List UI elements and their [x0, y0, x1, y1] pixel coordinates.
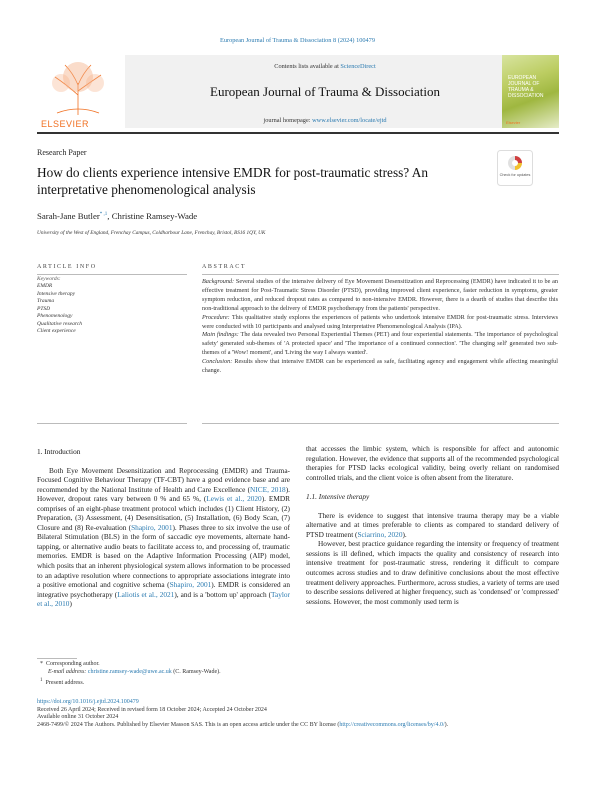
- section-heading-introduction: 1. Introduction: [37, 447, 81, 456]
- copyright-text: 2468-7499/© 2024 The Authors. Published by Elsevier Masson SAS. This is an open access article under the CC BY license (: [37, 722, 340, 729]
- affiliation: University of the West of England, Frenchay Campus, Coldharbour Lane, Frenchay, Bristol, BS16 1QY, UK: [37, 230, 266, 236]
- journal-masthead: [125, 55, 525, 128]
- received-dates: Received 26 April 2024; Received in revised form 18 October 2024; Accepted 24 October 2024: [37, 706, 267, 713]
- paragraph-text: ), and is a 'bottom up' approach (: [174, 589, 272, 599]
- copyright-notice: [37, 722, 559, 730]
- citation-link[interactable]: Shapiro, 2001: [131, 522, 173, 532]
- divider: [202, 423, 559, 424]
- keyword: Qualitative research: [37, 320, 82, 327]
- citation-link[interactable]: Shapiro, 2001: [169, 580, 212, 590]
- doi-link[interactable]: https://doi.org/10.1016/j.ejtd.2024.100479: [37, 699, 139, 705]
- abstract-background: [202, 278, 558, 314]
- abstract-text: Results show that intensive EMDR can be experienced as safe, facilitating agency and engagement while affecting meaningful change.: [202, 358, 558, 375]
- publication-info: [37, 699, 559, 730]
- abstract-label: Procedure:: [202, 313, 230, 321]
- author-list: [37, 211, 197, 221]
- author-separator: ,: [107, 211, 112, 221]
- abstract-body: [202, 278, 558, 376]
- citation-link[interactable]: NICE, 2018: [250, 484, 286, 494]
- paragraph-text: There is evidence to suggest that intensive trauma therapy may be a viable alternative and at times preferable to clients as compared to standard delivery of PTSD treatment (: [306, 510, 559, 539]
- citation-link[interactable]: Sciarrino, 2020: [357, 529, 403, 539]
- keyword: PTSD: [37, 305, 51, 312]
- article-type: Research Paper: [37, 148, 87, 157]
- elsevier-tree-icon: [37, 55, 119, 117]
- author-name[interactable]: Christine Ramsey-Wade: [111, 211, 198, 221]
- divider: [202, 274, 559, 275]
- paragraph-text: ). EMDR comprises of an eight-phase treatment protocol which includes (1) Client History, (2) Preparation, (3) Assessment, (4) Desensitisation, (5) Installation, (6) Body Scan, (7) Closure and (8) Re-evaluation (: [37, 494, 290, 532]
- article-title: How do clients experience intensive EMDR for post-traumatic stress? An interpretative phenomenological analysis: [37, 165, 429, 197]
- abstract-label: Main findings:: [202, 331, 239, 339]
- keywords-title: Keywords:: [37, 276, 61, 282]
- abstract-procedure: [202, 314, 558, 332]
- paragraph-text: ): [69, 599, 72, 609]
- cover-title: EUROPEAN JOURNAL OF TRAUMA & DISSOCIATION: [508, 75, 544, 99]
- paragraph: However, best practice guidance regarding the intensity or frequency of treatment sessions is ill defined, which impacts the quality and consistency of research into intensive treatment for post-traumatic stress, rendering it difficult to compare outcomes across studies and to draw definitive conclusions about the most effective treatment delivery approaches. Furthermore, across studies, a variety of terms are used to describe sessions delivered at higher frequency, such as 'condensed' or 'compressed' sessions. However, the most commonly used term is: [306, 539, 559, 606]
- footnote-mark: *: [40, 661, 43, 667]
- journal-homepage-link[interactable]: www.elsevier.com/locate/ejtd: [312, 117, 387, 124]
- keywords-block: [37, 276, 157, 336]
- abstract-findings: [202, 331, 558, 358]
- footnote-divider: [37, 658, 77, 659]
- cover-publisher-logo: Elsevier: [506, 120, 521, 125]
- email-link[interactable]: christine.ramsey-wade@uwe.ac.uk: [87, 668, 172, 675]
- paragraph-text: ).: [402, 529, 407, 539]
- divider: [37, 423, 187, 424]
- author-marks[interactable]: * ,1: [99, 212, 108, 218]
- paragraph-text: Both Eye Movement Desensitization and Reprocessing (EMDR) and Trauma-Focused Cognitive Behaviour Therapy (TF-CBT) have a good evidence base and are recommended by the National Institute of Health and Care Excellence (: [37, 465, 290, 494]
- keyword: Client experience: [37, 328, 76, 334]
- footnote-text: Present address.: [45, 679, 85, 686]
- footnote-mark: 1: [40, 677, 43, 683]
- contents-prefix: Contents lists available at: [274, 63, 341, 70]
- footnote-present-address: [40, 677, 340, 688]
- homepage-line: [125, 117, 525, 124]
- check-for-updates-button[interactable]: [497, 150, 533, 186]
- journal-cover-thumbnail[interactable]: [502, 55, 559, 128]
- journal-header: [37, 55, 559, 134]
- citation-link[interactable]: Laliotis et al., 2021: [117, 589, 175, 599]
- footnote-text: (C. Ramsey-Wade).: [171, 668, 221, 675]
- journal-citation[interactable]: European Journal of Trauma & Dissociation 8 (2024) 100479: [220, 37, 375, 44]
- divider: [37, 274, 187, 275]
- keyword: EMDR: [37, 283, 53, 289]
- sciencedirect-link[interactable]: ScienceDirect: [340, 63, 376, 70]
- article-info-heading: ARTICLE INFO: [37, 264, 97, 270]
- citation-link[interactable]: Taylor et al., 2010: [37, 589, 290, 609]
- keyword: Trauma: [37, 298, 55, 304]
- body-right-column: [306, 444, 559, 606]
- journal-title: European Journal of Trauma & Dissociation: [210, 84, 440, 99]
- paragraph: that accesses the limbic system, which is responsible for affect and autonomic regulation. However, the evidence that supports all of the recommended psychological therapies for PTSD lacks ecological validity, being overly reliant on randomised controlled trials, and the client voice is often absent from the literature.: [306, 444, 559, 482]
- abstract-text: This qualitative study explores the experiences of patients who undertook intensive EMDR for post-traumatic stress. Interviews were conducted with 10 participants and analysed using Interpretative Phenomenological Analysis (IPA).: [202, 313, 558, 330]
- footnote-email: [40, 669, 340, 677]
- footnote-corresponding: [40, 661, 340, 669]
- paragraph-text: ). However, dropout rates vary between 0 % and 65 %, (: [37, 484, 290, 504]
- footnotes: [40, 661, 340, 687]
- abstract-conclusion: [202, 358, 558, 376]
- abstract-text: Several studies of the intensive delivery of Eye Movement Desensitization and Reprocessing (EMDR) have indicated it to be an effective treatment for Post-Traumatic Stress Disorder (PTSD), providing improved client experience, faster reduction in symptoms, greater symptom reduction, and reduced dropout rates as compared to non-intensive EMDR. However, there is a dearth of studies that describe this non-traditional approach to the delivery of EMDR psychotherapy from the patients' perspective.: [202, 278, 558, 312]
- paragraph-text: ). EMDR is considered an integrative psychotherapy (: [37, 580, 290, 599]
- body-left-column: [37, 447, 290, 609]
- elsevier-wordmark: ELSEVIER: [41, 119, 90, 129]
- abstract-label: Background:: [202, 278, 235, 285]
- paragraph: [37, 466, 290, 609]
- abstract-heading: ABSTRACT: [202, 264, 247, 270]
- check-updates-icon: [497, 150, 533, 186]
- homepage-prefix: journal homepage:: [263, 117, 313, 124]
- author-name[interactable]: Sarah-Jane Butler: [37, 211, 100, 221]
- email-label: E-mail address:: [48, 668, 88, 675]
- subsection-heading-intensive-therapy: 1.1. Intensive therapy: [306, 492, 370, 502]
- available-online: Available online 31 October 2024: [37, 714, 119, 721]
- paragraph-text: ). Phases three to six involve the use of Bilateral Stimulation (BLS) in the form of saccadic eye movements, alternate hand-tapping, or alternative audio beats to facilitate access to, and processing of, traumatic memories. EMDR is based on the Adaptive Information Processing (AIP) model, which posits that an inherent physiological system allows information to be processed to an adaptive resolution where connections to appropriate associations integrate into a positive emotional and cognitive schema (: [37, 522, 290, 590]
- citation-link[interactable]: Lewis et al., 2020: [206, 494, 262, 504]
- keyword: Phenomenology: [37, 313, 73, 319]
- abstract-text: The data revealed two Personal Experiential Themes (PET) and four experiential statements. 'The importance of psychological safety' generated sub-themes of 'A protected space' and 'The importance of a continued connection'. 'The changing self' generated two sub-themes of a 'Wow! moment', and 'Living the way I always wanted'.: [202, 331, 558, 357]
- elsevier-logo: [37, 55, 119, 128]
- footnote-text: Corresponding author.: [46, 661, 100, 667]
- keyword: Intensive therapy: [37, 290, 76, 297]
- paragraph: [306, 511, 559, 540]
- license-link[interactable]: http://creativecommons.org/licenses/by/4.0/: [339, 722, 445, 729]
- check-updates-label: Check for updates: [499, 173, 531, 177]
- contents-line: [125, 63, 525, 70]
- copyright-text: ).: [444, 722, 449, 729]
- abstract-label: Conclusion:: [202, 358, 233, 366]
